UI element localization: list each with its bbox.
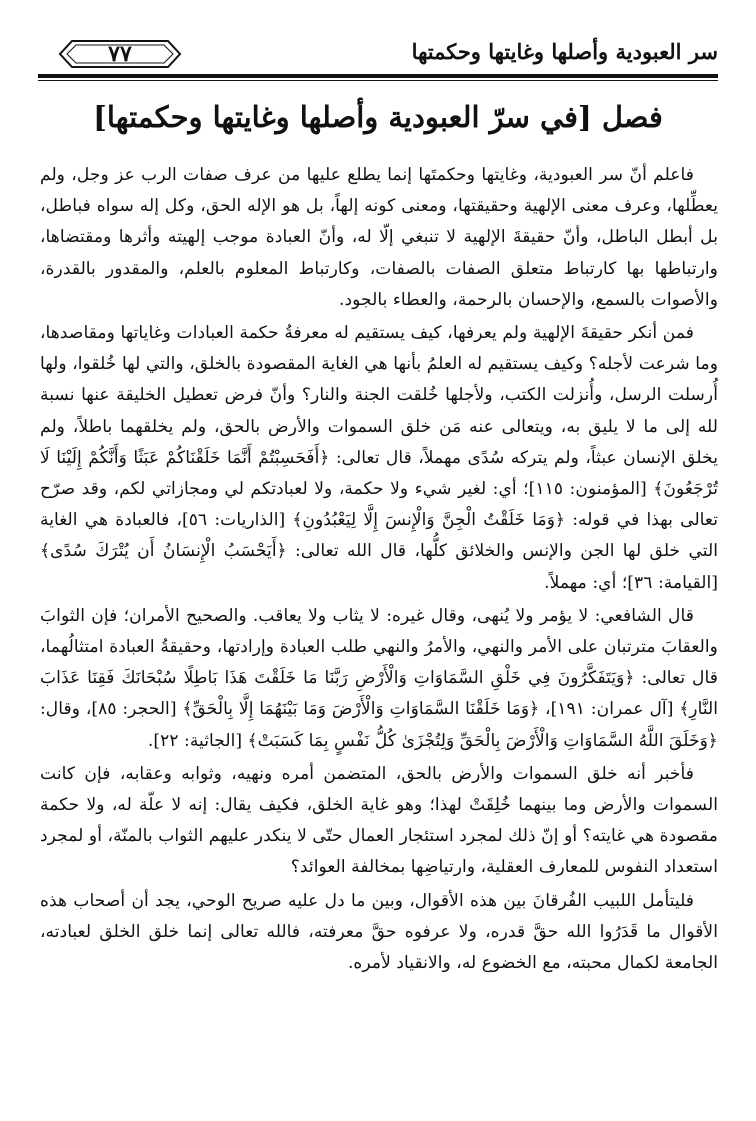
paragraph-1: فاعلم أنّ سر العبودية، وغايتها وحكمتَها إنما يطلع عليها من عرف صفات الرب عز وجل، ولم يعطِّلها، وعرف معنى الإلهية وحقيقتها، ومعنى كونه إلهاً، بل هو الإله الحق، وكل إله سواه فباطل، بل أبطل الباطل، وأنّ حقيقةَ الإلهية لا تنبغي إلّا له، وأنّ العبادة موجب إلهيته وأثرها ومقتضاها، وارتباطها بها كارتباط متعلق الصفات بالصفات، وكارتباط المعلوم بالعلم، والمقدور بالقدرة، والأصوات بالسمع، والإحسان بالرحمة، والعطاء بالجود. <box>40 165 718 310</box>
header-rule <box>38 74 718 78</box>
paragraph-3: قال الشافعي: لا يؤمر ولا يُنهى، وقال غيره: لا يثاب ولا يعاقب. والصحيح الأمران؛ فإن الثوابَ والعقابَ مترتبان على الأمر والنهي، والأمرُ والنهي طلب العبادة وإرادتها، وحقيقةُ العبادة امتثالُهما، قال تعالى: ﴿وَيَتَفَكَّرُونَ فِي خَلْقِ السَّمَاوَاتِ وَالْأَرْضِ رَبَّنَا مَا خَلَقْتَ هَذَا بَاطِلًا سُبْحَانَكَ فَقِنَا عَذَابَ النَّارِ﴾ [آل عمران: ١٩١]، ﴿وَمَا خَلَقْنَا السَّمَاوَاتِ وَالْأَرْضَ وَمَا بَيْنَهُمَا إِلَّا بِالْحَقِّ﴾ [الحجر: ٨٥]، وقال: ﴿وَخَلَقَ اللَّهُ السَّمَاوَاتِ وَالْأَرْضَ بِالْحَقِّ وَلِتُجْزَىٰ كُلُّ نَفْسٍ بِمَا كَسَبَتْ﴾ [الجاثية: ٢٢]. <box>40 605 719 751</box>
running-title: سر العبودية وأصلها وغايتها وحكمتها <box>411 39 718 64</box>
page-number: ٧٧ <box>108 41 132 67</box>
page-number-badge <box>58 39 182 69</box>
body-text <box>40 160 718 981</box>
header-rule-thin <box>38 80 718 81</box>
paragraph-5: فليتأمل اللبيب الفُرقانَ بين هذه الأقوال، وبين ما دل عليه صريح الوحي، يجد أن أصحاب هذه الأقوال ما قَدَرُوا الله حقَّ قدره، ولا عرفوه حقَّ معرفته، فالله تعالى إنما خلق الخلق لعبادته، الجامعة لكمال محبته، مع الخضوع له، والانقياد لأمره. <box>40 890 718 974</box>
section-title: فصل [في سرّ العبودية وأصلها وغايتها وحكمتها] <box>93 100 663 134</box>
page-header <box>38 33 718 77</box>
paragraph-4: فأخبر أنه خلق السموات والأرض بالحق، المتضمن أمره ونهيه، وثوابه وعقابه، فإن كانت السموات والأرض وما بينهما خُلِقَتْ لهذا؛ وهو غاية الخلق، فكيف يقال: إنه لا علّة له، ولا حكمة مقصودة هي غايته؟ أو إنّ ذلك لمجرد استئجار العمال حتّى لا ينكدر عليهم الثواب بالمنّة، أو لمجرد استعداد النفوس للمعارف العقلية، وارتياضِها بمخالفة العوائد؟ <box>40 763 718 878</box>
paragraph-2: فمن أنكر حقيقةَ الإلهية ولم يعرفها، كيف يستقيم له معرفةُ حكمة العبادات وغاياتها ومقاصدها، وما شرعت لأجله؟ وكيف يستقيم له العلمُ بأنها هي الغاية المقصودة بالخلق، والتي لها خُلقوا، ولها أُرسلت الرسل، وأُنزلت الكتب، ولأجلها خُلقت الجنة والنار؟ وأنّ فرض تعطيل الخليقة عنها نسبة لله إلى ما لا يليق به، ويتعالى عنه مَن خلق السموات والأرض بالحق، ولم يخلقهما باطلاً، ولم يخلق الإنسان عبثاً، ولم يتركه سُدًى مهملاً، قال تعالى: ﴿أَفَحَسِبْتُمْ أَنَّمَا خَلَقْنَاكُمْ عَبَثًا وَأَنَّكُمْ إِلَيْنَا لَا تُرْجَعُونَ﴾ [المؤمنون: ١١٥]؛ أي: لغير شيء ولا حكمة، ولا لعبادتكم لي ومجازاتي لكم، وقد صرّح تعالى بهذا في قوله: ﴿وَمَا خَلَقْتُ الْجِنَّ وَالْإِنسَ إِلَّا لِيَعْبُدُونِ﴾ [الذاريات: ٥٦]، فالعبادة هي الغاية التي خلق لها الجن والإنس والخلائق كلُّها، قال الله تعالى: ﴿أَيَحْسَبُ الْإِنسَانُ أَن يُتْرَكَ سُدًى﴾ [القيامة: ٣٦]؛ أي: مهملاً. <box>40 323 719 593</box>
